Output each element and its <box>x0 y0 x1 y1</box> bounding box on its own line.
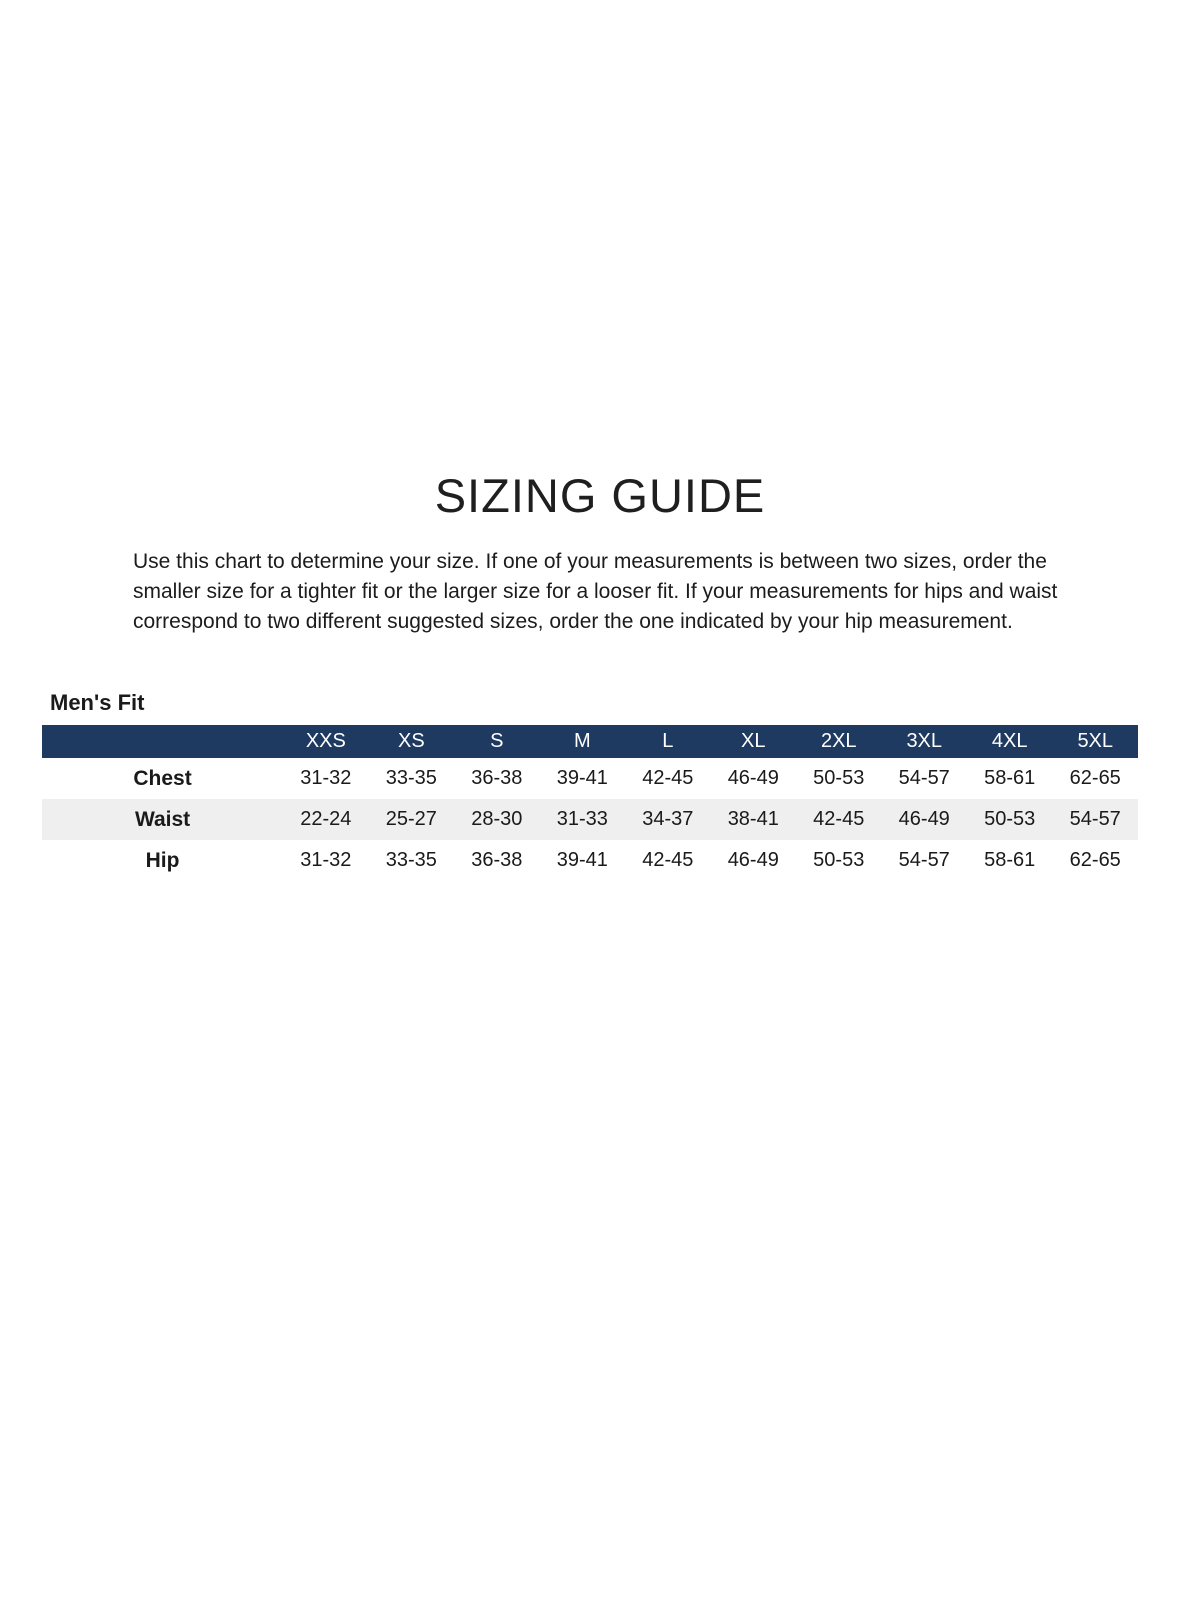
size-cell: 54-57 <box>1069 808 1121 830</box>
size-column-header: 3XL <box>906 730 943 752</box>
size-cell: 42-45 <box>642 849 694 871</box>
row-label: Waist <box>134 807 191 831</box>
size-column-header: M <box>573 730 591 752</box>
size-cell: 28-30 <box>471 808 523 830</box>
size-column-header: XXS <box>305 730 346 752</box>
intro-text: Use this chart to determine your size. If one of your measurements is between two sizes, order the smaller size for a tighter fit or the larger size for a looser fit. If your measurements for hips and waist correspond to two different suggested sizes, order the one indicated by your hip measurement. <box>133 550 1058 633</box>
size-cell: 50-53 <box>813 849 865 871</box>
size-cell: 36-38 <box>471 767 523 789</box>
size-cell: 46-49 <box>727 767 779 789</box>
row-label: Hip <box>145 848 180 872</box>
size-cell: 22-24 <box>300 808 352 830</box>
sizing-table-container <box>42 725 1138 881</box>
size-cell: 58-61 <box>984 767 1036 789</box>
size-column-header: 5XL <box>1077 730 1114 752</box>
table-header-row <box>42 725 1138 758</box>
size-cell: 34-37 <box>642 808 694 830</box>
table-row <box>42 758 1138 799</box>
size-cell: 62-65 <box>1069 767 1121 789</box>
corner-cell <box>42 725 283 758</box>
size-cell: 42-45 <box>642 767 694 789</box>
size-cell: 33-35 <box>385 767 437 789</box>
sizing-table <box>42 725 1138 881</box>
section-label-mens-fit: Men's Fit <box>50 690 145 715</box>
table-head <box>42 725 1138 758</box>
size-cell: 38-41 <box>727 808 779 830</box>
page-title: SIZING GUIDE <box>434 469 766 522</box>
size-cell: 39-41 <box>556 767 608 789</box>
size-column-header: 2XL <box>820 730 857 752</box>
size-cell: 62-65 <box>1069 849 1121 871</box>
size-cell: 39-41 <box>556 849 608 871</box>
size-cell: 33-35 <box>385 849 437 871</box>
size-cell: 36-38 <box>471 849 523 871</box>
row-label: Chest <box>133 766 192 790</box>
table-row <box>42 799 1138 840</box>
size-column-header: XL <box>741 730 766 752</box>
size-column-header: 4XL <box>991 730 1028 752</box>
size-cell: 31-33 <box>556 808 608 830</box>
size-cell: 54-57 <box>898 767 950 789</box>
size-cell: 50-53 <box>984 808 1036 830</box>
size-column-header: L <box>662 730 674 752</box>
size-cell: 25-27 <box>385 808 437 830</box>
size-cell: 31-32 <box>300 849 352 871</box>
size-cell: 31-32 <box>300 767 352 789</box>
size-column-header: XS <box>397 730 425 752</box>
size-cell: 50-53 <box>813 767 865 789</box>
size-cell: 42-45 <box>813 808 865 830</box>
size-cell: 46-49 <box>727 849 779 871</box>
size-cell: 58-61 <box>984 849 1036 871</box>
size-column-header: S <box>490 730 504 752</box>
table-body <box>42 758 1138 881</box>
table-row <box>42 840 1138 881</box>
size-cell: 46-49 <box>898 808 950 830</box>
size-cell: 54-57 <box>898 849 950 871</box>
